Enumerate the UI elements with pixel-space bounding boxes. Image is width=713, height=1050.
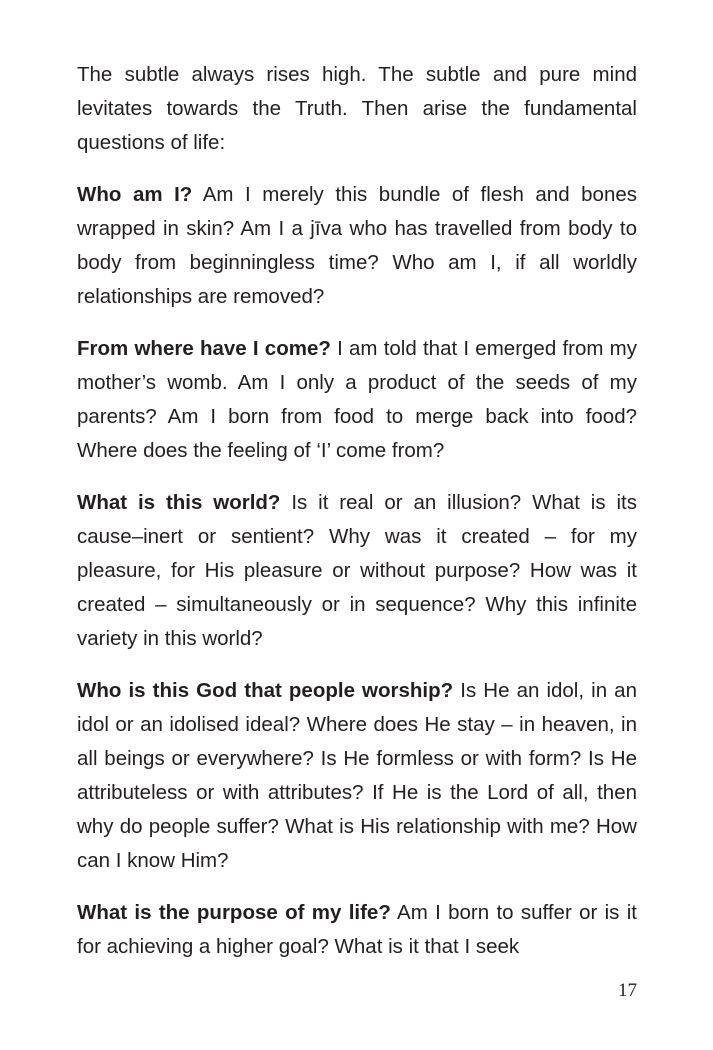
question-text: Is it real or an illusion? What is its cause–inert or sentient? Why was it created – for my pleasure, for His pleasure or without purpose? How was it created – simultaneously or in sequence? Why this infinite variety in this world? (77, 491, 637, 650)
question-heading: What is the purpose of my life? (77, 901, 391, 924)
question-paragraph-world (77, 486, 637, 656)
question-paragraph-purpose (77, 896, 637, 964)
page-body (77, 58, 637, 982)
page-number: 17 (618, 980, 637, 1001)
question-paragraph-from-where (77, 332, 637, 468)
question-text: I am told that I emerged from my mother’s womb. Am I only a product of the seeds of my parents? Am I born from food to merge back into food? Where does the feeling of ‘I’ come from? (77, 337, 637, 462)
question-heading: From where have I come? (77, 337, 331, 360)
intro-paragraph: The subtle always rises high. The subtle and pure mind levitates towards the Truth. Then arise the fundamental questions of life: (77, 63, 637, 154)
question-paragraph-god (77, 674, 637, 878)
question-text: Am I merely this bundle of flesh and bones wrapped in skin? Am I a jīva who has travelled from body to body from beginningless time? Who am I, if all worldly relationships are removed? (77, 183, 637, 308)
question-heading: What is this world? (77, 491, 281, 514)
question-heading: Who am I? (77, 183, 193, 206)
question-paragraph-who-am-i (77, 178, 637, 314)
question-text: Is He an idol, in an idol or an idolised ideal? Where does He stay – in heaven, in all beings or everywhere? Is He formless or with form? Is He attributeless or with attributes? If He is the Lord of all, then why do people suffer? What is His relationship with me? How can I know Him? (77, 679, 637, 872)
question-heading: Who is this God that people worship? (77, 679, 454, 702)
question-text: Am I born to suffer or is it for achieving a higher goal? What is it that I seek (77, 901, 638, 958)
